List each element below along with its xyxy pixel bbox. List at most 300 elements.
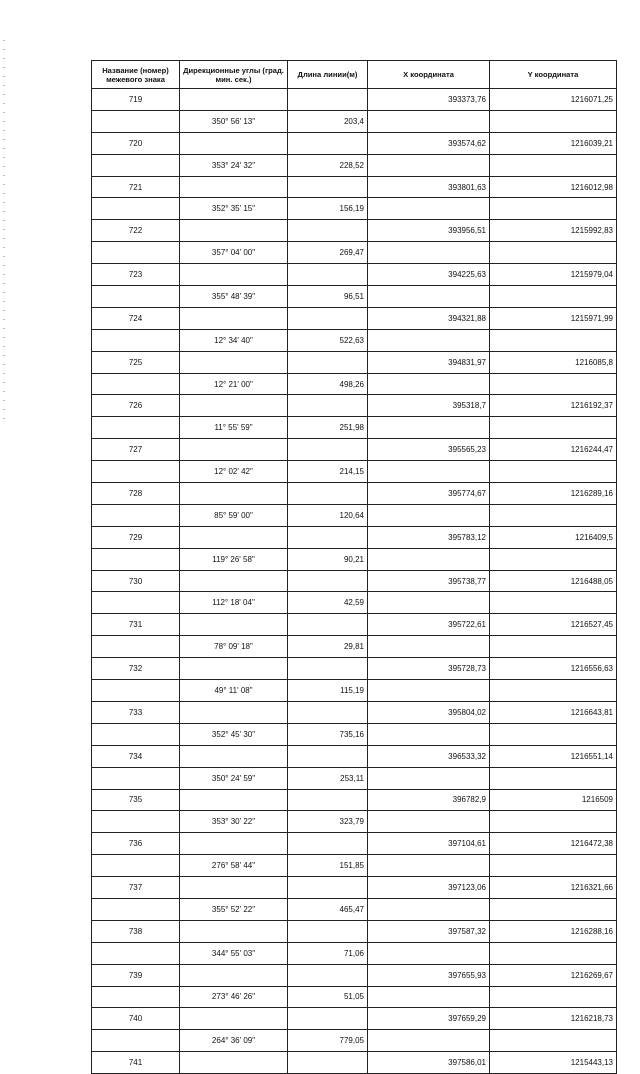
marker-number-cell: 722 xyxy=(92,220,180,242)
x-coordinate-cell: 397586,01 xyxy=(368,1052,490,1074)
scan-edge-mark xyxy=(3,58,5,59)
table-body xyxy=(92,89,617,1074)
y-coordinate-cell: 1215979,04 xyxy=(490,264,617,286)
marker-number-cell xyxy=(92,811,180,833)
y-coordinate-cell: 1216556,63 xyxy=(490,658,617,680)
y-coordinate-cell xyxy=(490,242,617,264)
marker-number-cell xyxy=(92,942,180,964)
marker-number-cell xyxy=(92,986,180,1008)
y-coordinate-cell xyxy=(490,461,617,483)
line-length-cell: 51,05 xyxy=(288,986,368,1008)
y-coordinate-cell xyxy=(490,329,617,351)
table-row xyxy=(92,636,617,658)
x-coordinate-cell xyxy=(368,1030,490,1052)
line-length-cell xyxy=(288,614,368,636)
table-row xyxy=(92,767,617,789)
header-y-coordinate: Y координата xyxy=(490,61,617,89)
direction-angle-cell xyxy=(180,307,288,329)
direction-angle-cell: 355° 52' 22" xyxy=(180,898,288,920)
table-row xyxy=(92,1030,617,1052)
line-length-cell: 253,11 xyxy=(288,767,368,789)
table-row xyxy=(92,986,617,1008)
marker-number-cell: 737 xyxy=(92,877,180,899)
x-coordinate-cell xyxy=(368,461,490,483)
x-coordinate-cell: 395318,7 xyxy=(368,395,490,417)
x-coordinate-cell xyxy=(368,329,490,351)
direction-angle-cell xyxy=(180,789,288,811)
y-coordinate-cell xyxy=(490,154,617,176)
direction-angle-cell: 273° 46' 26" xyxy=(180,986,288,1008)
table-row xyxy=(92,242,617,264)
y-coordinate-cell: 1216509 xyxy=(490,789,617,811)
x-coordinate-cell xyxy=(368,942,490,964)
scan-edge-mark xyxy=(3,166,5,167)
x-coordinate-cell: 395728,73 xyxy=(368,658,490,680)
scan-edge-mark xyxy=(3,157,5,158)
scan-edge-mark xyxy=(3,184,5,185)
marker-number-cell: 736 xyxy=(92,833,180,855)
table-row xyxy=(92,132,617,154)
y-coordinate-cell: 1216472,38 xyxy=(490,833,617,855)
direction-angle-cell: 119° 26' 58" xyxy=(180,548,288,570)
y-coordinate-cell: 1216488,05 xyxy=(490,570,617,592)
table-row xyxy=(92,723,617,745)
marker-number-cell xyxy=(92,154,180,176)
table-row xyxy=(92,964,617,986)
line-length-cell: 465,47 xyxy=(288,898,368,920)
x-coordinate-cell xyxy=(368,242,490,264)
marker-number-cell: 738 xyxy=(92,920,180,942)
x-coordinate-cell xyxy=(368,680,490,702)
marker-number-cell xyxy=(92,548,180,570)
y-coordinate-cell: 1216012,98 xyxy=(490,176,617,198)
direction-angle-cell xyxy=(180,570,288,592)
marker-number-cell: 740 xyxy=(92,1008,180,1030)
x-coordinate-cell: 393801,63 xyxy=(368,176,490,198)
scan-edge-mark xyxy=(3,202,5,203)
scan-edge-mark xyxy=(3,76,5,77)
line-length-cell: 498,26 xyxy=(288,373,368,395)
scan-edge-mark xyxy=(3,94,5,95)
x-coordinate-cell xyxy=(368,855,490,877)
marker-number-cell: 719 xyxy=(92,89,180,111)
line-length-cell xyxy=(288,132,368,154)
line-length-cell: 120,64 xyxy=(288,504,368,526)
marker-number-cell xyxy=(92,242,180,264)
scan-edge-mark xyxy=(3,121,5,122)
table-row xyxy=(92,461,617,483)
scan-edge-mark xyxy=(3,103,5,104)
direction-angle-cell: 353° 30' 22" xyxy=(180,811,288,833)
table-row xyxy=(92,89,617,111)
x-coordinate-cell xyxy=(368,198,490,220)
y-coordinate-cell: 1216527,45 xyxy=(490,614,617,636)
y-coordinate-cell xyxy=(490,942,617,964)
line-length-cell: 71,06 xyxy=(288,942,368,964)
x-coordinate-cell xyxy=(368,723,490,745)
y-coordinate-cell: 1215971,99 xyxy=(490,307,617,329)
scan-edge-mark xyxy=(3,265,5,266)
table-row xyxy=(92,701,617,723)
scan-edge-mark xyxy=(3,418,5,419)
direction-angle-cell: 11° 55' 59" xyxy=(180,417,288,439)
x-coordinate-cell: 396533,32 xyxy=(368,745,490,767)
marker-number-cell: 731 xyxy=(92,614,180,636)
y-coordinate-cell xyxy=(490,110,617,132)
line-length-cell: 323,79 xyxy=(288,811,368,833)
y-coordinate-cell xyxy=(490,723,617,745)
y-coordinate-cell: 1216288,16 xyxy=(490,920,617,942)
header-line-length: Длина линии(м) xyxy=(288,61,368,89)
scan-edge-mark xyxy=(3,139,5,140)
table-row xyxy=(92,920,617,942)
line-length-cell xyxy=(288,351,368,373)
table-row xyxy=(92,373,617,395)
table-row xyxy=(92,483,617,505)
x-coordinate-cell: 395565,23 xyxy=(368,439,490,461)
header-direction-angle: Дирекционные углы (град. мин. сек.) xyxy=(180,61,288,89)
line-length-cell xyxy=(288,1008,368,1030)
direction-angle-cell xyxy=(180,132,288,154)
marker-number-cell xyxy=(92,767,180,789)
scan-edge-mark xyxy=(3,175,5,176)
marker-number-cell: 729 xyxy=(92,526,180,548)
line-length-cell: 156,19 xyxy=(288,198,368,220)
marker-number-cell: 728 xyxy=(92,483,180,505)
line-length-cell: 115,19 xyxy=(288,680,368,702)
direction-angle-cell: 78° 09' 18" xyxy=(180,636,288,658)
x-coordinate-cell xyxy=(368,417,490,439)
y-coordinate-cell: 1216085,8 xyxy=(490,351,617,373)
y-coordinate-cell xyxy=(490,855,617,877)
table-row xyxy=(92,220,617,242)
table-row xyxy=(92,745,617,767)
y-coordinate-cell xyxy=(490,548,617,570)
table-row xyxy=(92,198,617,220)
scan-edge-mark xyxy=(3,400,5,401)
direction-angle-cell xyxy=(180,701,288,723)
line-length-cell xyxy=(288,89,368,111)
table-row xyxy=(92,592,617,614)
scan-edge-mark xyxy=(3,67,5,68)
direction-angle-cell xyxy=(180,483,288,505)
x-coordinate-cell: 397655,93 xyxy=(368,964,490,986)
scan-edge-mark xyxy=(3,292,5,293)
direction-angle-cell: 357° 04' 00" xyxy=(180,242,288,264)
marker-number-cell xyxy=(92,898,180,920)
y-coordinate-cell: 1216192,37 xyxy=(490,395,617,417)
header-marker-name: Название (номер) межевого знака xyxy=(92,61,180,89)
table-row xyxy=(92,1052,617,1074)
scan-edge-mark xyxy=(3,211,5,212)
marker-number-cell: 726 xyxy=(92,395,180,417)
x-coordinate-cell xyxy=(368,504,490,526)
direction-angle-cell xyxy=(180,526,288,548)
direction-angle-cell xyxy=(180,220,288,242)
table-row xyxy=(92,1008,617,1030)
line-length-cell: 269,47 xyxy=(288,242,368,264)
marker-number-cell xyxy=(92,373,180,395)
scan-edge-mark xyxy=(3,382,5,383)
x-coordinate-cell xyxy=(368,811,490,833)
marker-number-cell xyxy=(92,286,180,308)
marker-number-cell xyxy=(92,198,180,220)
scan-edge-mark xyxy=(3,319,5,320)
marker-number-cell: 723 xyxy=(92,264,180,286)
x-coordinate-cell xyxy=(368,592,490,614)
table-row xyxy=(92,614,617,636)
scan-edge-mark xyxy=(3,391,5,392)
x-coordinate-cell xyxy=(368,110,490,132)
direction-angle-cell: 344° 55' 03" xyxy=(180,942,288,964)
direction-angle-cell xyxy=(180,176,288,198)
direction-angle-cell xyxy=(180,89,288,111)
y-coordinate-cell: 1216244,47 xyxy=(490,439,617,461)
line-length-cell xyxy=(288,439,368,461)
x-coordinate-cell: 395738,77 xyxy=(368,570,490,592)
x-coordinate-cell: 394831,97 xyxy=(368,351,490,373)
table-row xyxy=(92,658,617,680)
table-row xyxy=(92,789,617,811)
x-coordinate-cell: 395722,61 xyxy=(368,614,490,636)
line-length-cell xyxy=(288,833,368,855)
scan-edge-mark xyxy=(3,364,5,365)
line-length-cell: 228,52 xyxy=(288,154,368,176)
table-row xyxy=(92,811,617,833)
marker-number-cell: 732 xyxy=(92,658,180,680)
scan-edge-mark xyxy=(3,247,5,248)
y-coordinate-cell: 1216643,81 xyxy=(490,701,617,723)
line-length-cell: 735,16 xyxy=(288,723,368,745)
marker-number-cell: 724 xyxy=(92,307,180,329)
line-length-cell: 151,85 xyxy=(288,855,368,877)
y-coordinate-cell xyxy=(490,680,617,702)
direction-angle-cell: 112° 18' 04" xyxy=(180,592,288,614)
header-x-coordinate: X координата xyxy=(368,61,490,89)
direction-angle-cell xyxy=(180,395,288,417)
line-length-cell: 42,59 xyxy=(288,592,368,614)
x-coordinate-cell xyxy=(368,286,490,308)
line-length-cell: 522,63 xyxy=(288,329,368,351)
marker-number-cell xyxy=(92,417,180,439)
line-length-cell xyxy=(288,395,368,417)
y-coordinate-cell xyxy=(490,986,617,1008)
direction-angle-cell: 350° 56' 13" xyxy=(180,110,288,132)
marker-number-cell xyxy=(92,110,180,132)
x-coordinate-cell xyxy=(368,986,490,1008)
y-coordinate-cell: 1215443,13 xyxy=(490,1052,617,1074)
table-row xyxy=(92,548,617,570)
y-coordinate-cell: 1216218,73 xyxy=(490,1008,617,1030)
table-row xyxy=(92,329,617,351)
marker-number-cell: 725 xyxy=(92,351,180,373)
x-coordinate-cell: 397659,29 xyxy=(368,1008,490,1030)
marker-number-cell xyxy=(92,329,180,351)
x-coordinate-cell: 393574,62 xyxy=(368,132,490,154)
line-length-cell: 203,4 xyxy=(288,110,368,132)
direction-angle-cell xyxy=(180,614,288,636)
direction-angle-cell xyxy=(180,351,288,373)
direction-angle-cell: 350° 24' 59" xyxy=(180,767,288,789)
table-row xyxy=(92,395,617,417)
line-length-cell: 96,51 xyxy=(288,286,368,308)
table-row xyxy=(92,898,617,920)
table-row xyxy=(92,877,617,899)
marker-number-cell xyxy=(92,1030,180,1052)
line-length-cell xyxy=(288,789,368,811)
line-length-cell xyxy=(288,701,368,723)
scan-edge-mark xyxy=(3,310,5,311)
y-coordinate-cell xyxy=(490,373,617,395)
x-coordinate-cell: 393373,76 xyxy=(368,89,490,111)
direction-angle-cell: 12° 34' 40" xyxy=(180,329,288,351)
table-row xyxy=(92,942,617,964)
y-coordinate-cell xyxy=(490,504,617,526)
direction-angle-cell xyxy=(180,439,288,461)
table-header-row xyxy=(92,61,617,89)
scan-edge-mark xyxy=(3,346,5,347)
scan-edge-mark xyxy=(3,238,5,239)
y-coordinate-cell xyxy=(490,811,617,833)
line-length-cell xyxy=(288,526,368,548)
direction-angle-cell: 276° 58' 44" xyxy=(180,855,288,877)
marker-number-cell: 733 xyxy=(92,701,180,723)
table-row xyxy=(92,833,617,855)
y-coordinate-cell xyxy=(490,198,617,220)
table-row xyxy=(92,176,617,198)
scan-edge-mark xyxy=(3,283,5,284)
table-row xyxy=(92,680,617,702)
marker-number-cell xyxy=(92,723,180,745)
direction-angle-cell xyxy=(180,877,288,899)
x-coordinate-cell xyxy=(368,373,490,395)
line-length-cell: 251,98 xyxy=(288,417,368,439)
y-coordinate-cell: 1216551,14 xyxy=(490,745,617,767)
table-row xyxy=(92,439,617,461)
table-row xyxy=(92,504,617,526)
scan-edge-mark xyxy=(3,328,5,329)
direction-angle-cell: 352° 45' 30" xyxy=(180,723,288,745)
y-coordinate-cell xyxy=(490,286,617,308)
direction-angle-cell xyxy=(180,920,288,942)
table-row xyxy=(92,351,617,373)
marker-number-cell: 727 xyxy=(92,439,180,461)
y-coordinate-cell xyxy=(490,898,617,920)
x-coordinate-cell: 394321,88 xyxy=(368,307,490,329)
table-row xyxy=(92,526,617,548)
marker-number-cell: 730 xyxy=(92,570,180,592)
direction-angle-cell xyxy=(180,964,288,986)
table-row xyxy=(92,417,617,439)
table-row xyxy=(92,264,617,286)
scan-edge-marks xyxy=(3,0,7,905)
y-coordinate-cell: 1216409,5 xyxy=(490,526,617,548)
marker-number-cell: 739 xyxy=(92,964,180,986)
x-coordinate-cell xyxy=(368,898,490,920)
line-length-cell: 779,05 xyxy=(288,1030,368,1052)
table-row xyxy=(92,154,617,176)
y-coordinate-cell xyxy=(490,1030,617,1052)
scan-edge-mark xyxy=(3,301,5,302)
scan-edge-mark xyxy=(3,256,5,257)
direction-angle-cell: 85° 59' 00" xyxy=(180,504,288,526)
line-length-cell xyxy=(288,877,368,899)
marker-number-cell xyxy=(92,592,180,614)
direction-angle-cell xyxy=(180,745,288,767)
line-length-cell: 29,81 xyxy=(288,636,368,658)
x-coordinate-cell xyxy=(368,767,490,789)
direction-angle-cell: 49° 11' 08" xyxy=(180,680,288,702)
direction-angle-cell: 355° 48' 39" xyxy=(180,286,288,308)
marker-number-cell: 721 xyxy=(92,176,180,198)
direction-angle-cell: 353° 24' 32" xyxy=(180,154,288,176)
marker-number-cell xyxy=(92,461,180,483)
direction-angle-cell: 12° 02' 42" xyxy=(180,461,288,483)
y-coordinate-cell: 1216071,25 xyxy=(490,89,617,111)
line-length-cell xyxy=(288,176,368,198)
y-coordinate-cell xyxy=(490,417,617,439)
marker-number-cell: 735 xyxy=(92,789,180,811)
x-coordinate-cell xyxy=(368,548,490,570)
x-coordinate-cell: 393956,51 xyxy=(368,220,490,242)
direction-angle-cell: 352° 35' 15" xyxy=(180,198,288,220)
y-coordinate-cell: 1215992,83 xyxy=(490,220,617,242)
scan-edge-mark xyxy=(3,355,5,356)
marker-number-cell xyxy=(92,636,180,658)
scan-edge-mark xyxy=(3,130,5,131)
marker-number-cell: 741 xyxy=(92,1052,180,1074)
x-coordinate-cell: 394225,63 xyxy=(368,264,490,286)
scan-edge-mark xyxy=(3,148,5,149)
y-coordinate-cell: 1216269,67 xyxy=(490,964,617,986)
scan-edge-mark xyxy=(3,337,5,338)
marker-number-cell: 720 xyxy=(92,132,180,154)
x-coordinate-cell: 396782,9 xyxy=(368,789,490,811)
scan-edge-mark xyxy=(3,274,5,275)
x-coordinate-cell: 395804,02 xyxy=(368,701,490,723)
table-row xyxy=(92,110,617,132)
line-length-cell xyxy=(288,745,368,767)
line-length-cell: 90,21 xyxy=(288,548,368,570)
y-coordinate-cell xyxy=(490,592,617,614)
table-row xyxy=(92,286,617,308)
scan-edge-mark xyxy=(3,229,5,230)
y-coordinate-cell: 1216039,21 xyxy=(490,132,617,154)
x-coordinate-cell: 397123,06 xyxy=(368,877,490,899)
marker-number-cell xyxy=(92,504,180,526)
direction-angle-cell xyxy=(180,1052,288,1074)
x-coordinate-cell: 395774,67 xyxy=(368,483,490,505)
table-row xyxy=(92,855,617,877)
line-length-cell xyxy=(288,1052,368,1074)
scan-edge-mark xyxy=(3,49,5,50)
x-coordinate-cell xyxy=(368,154,490,176)
line-length-cell xyxy=(288,264,368,286)
scan-edge-mark xyxy=(3,220,5,221)
scan-edge-mark xyxy=(3,193,5,194)
x-coordinate-cell: 397104,61 xyxy=(368,833,490,855)
direction-angle-cell xyxy=(180,833,288,855)
direction-angle-cell xyxy=(180,264,288,286)
line-length-cell xyxy=(288,658,368,680)
direction-angle-cell: 264° 36' 09" xyxy=(180,1030,288,1052)
marker-number-cell xyxy=(92,680,180,702)
y-coordinate-cell xyxy=(490,767,617,789)
y-coordinate-cell: 1216321,66 xyxy=(490,877,617,899)
y-coordinate-cell: 1216289,16 xyxy=(490,483,617,505)
x-coordinate-cell: 397587,32 xyxy=(368,920,490,942)
scan-edge-mark xyxy=(3,409,5,410)
